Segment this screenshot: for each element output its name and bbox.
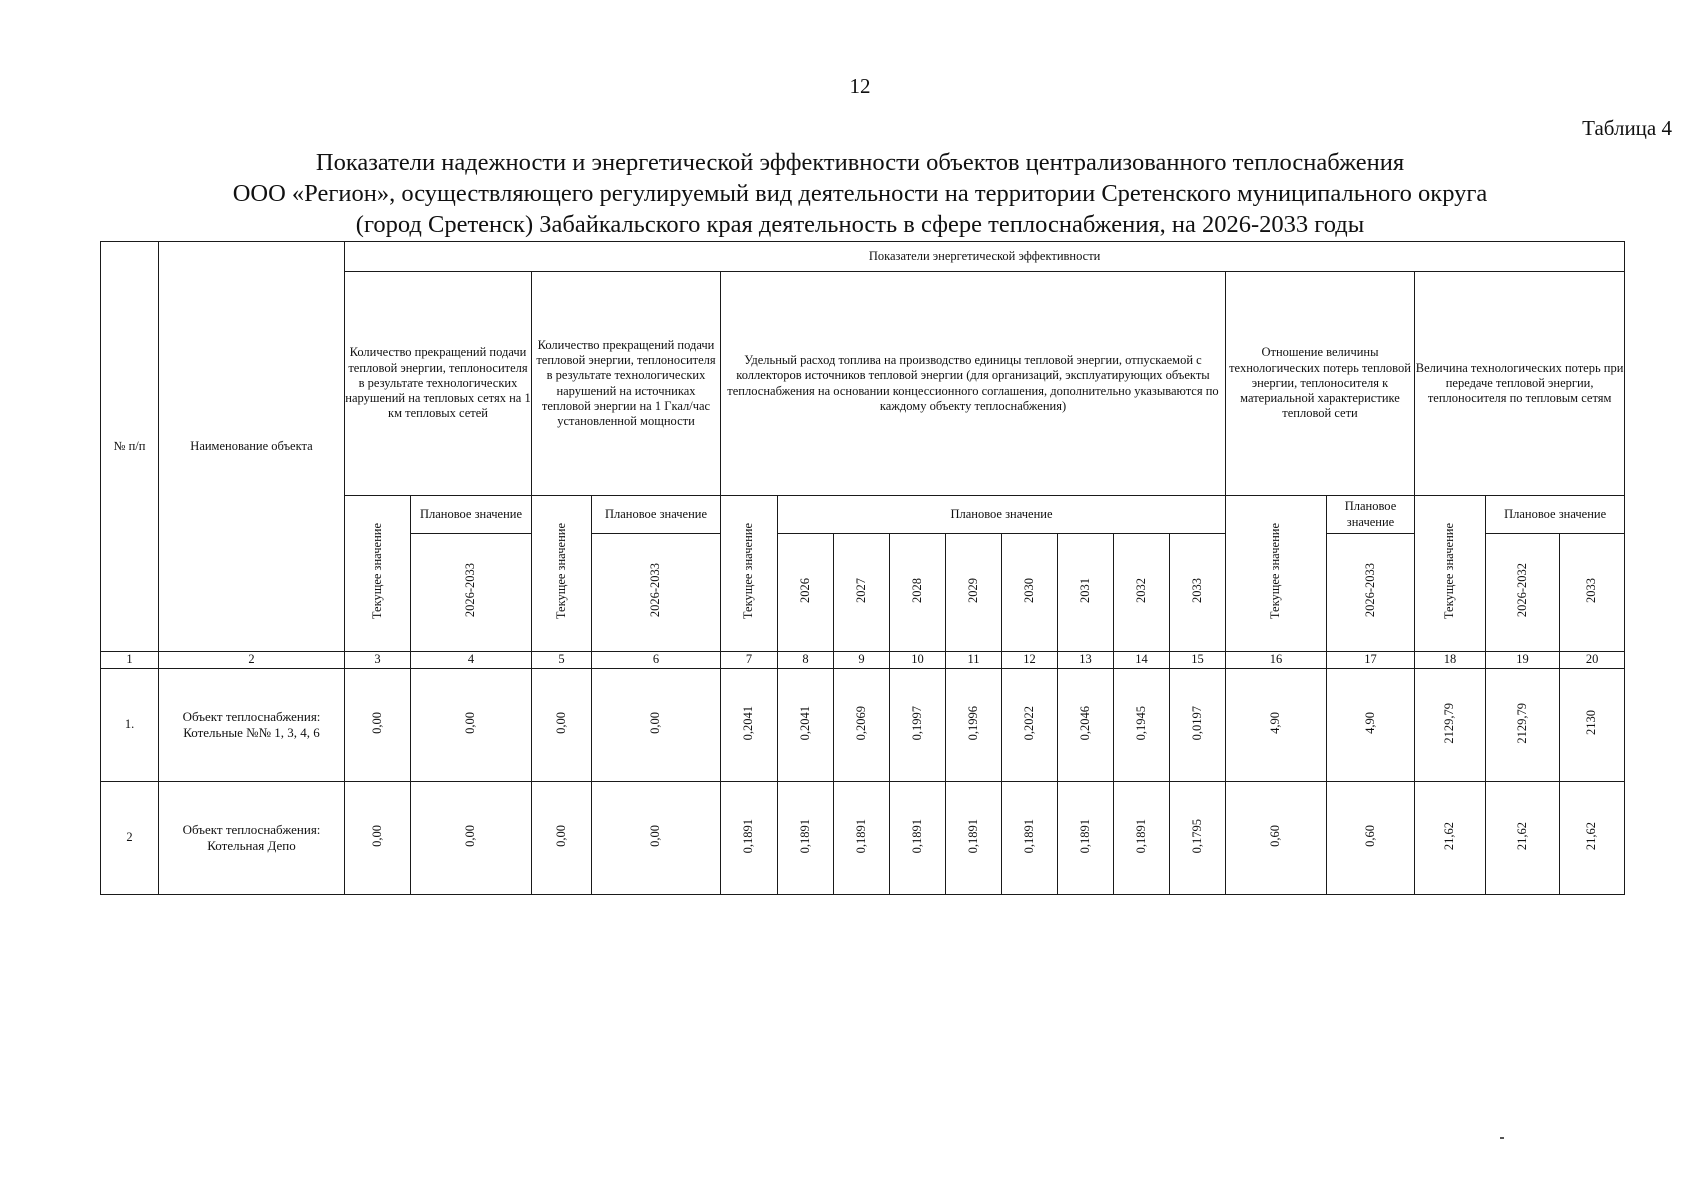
header-fuel-consumption: Удельный расход топлива на производство единицы тепловой энергии, отпускаемой с коллекторов источников тепловой энергии (для организаций, эксплуатирующих объекты теплоснабжения на основании концессионного соглашения, дополнительно указываются по каждому объекту теплоснабжения) — [721, 272, 1226, 496]
object-name: Объект теплоснабжения: Котельная Депо — [159, 782, 345, 895]
column-number: 14 — [1114, 652, 1170, 669]
header-year-20 — [1560, 534, 1625, 652]
value-cell — [345, 782, 411, 895]
header-num: № п/п — [101, 242, 159, 652]
column-number: 16 — [1226, 652, 1327, 669]
header-network-interruptions: Количество прекращений подачи тепловой энергии, теплоносителя в результате технологических нарушений на тепловых сетях на 1 км тепловых сетей — [345, 272, 532, 496]
column-number: 2 — [159, 652, 345, 669]
value-cell — [345, 669, 411, 782]
header-year — [1114, 534, 1170, 652]
column-number: 15 — [1170, 652, 1226, 669]
value: 0,00 — [553, 711, 568, 734]
value-cell — [1327, 782, 1415, 895]
value-cell — [1560, 782, 1625, 895]
column-number-row — [101, 652, 1625, 669]
column-number: 6 — [592, 652, 721, 669]
value-cell — [946, 669, 1002, 782]
value: 21,62 — [1442, 821, 1457, 850]
row-number: 2 — [101, 782, 159, 895]
value-cell — [1560, 669, 1625, 782]
value-cell — [1114, 782, 1170, 895]
value: 0,00 — [553, 824, 568, 847]
table-row — [101, 669, 1625, 782]
header-current-3 — [345, 496, 411, 652]
value-cell — [1327, 669, 1415, 782]
value: 0,2046 — [1077, 705, 1092, 741]
value: 0,1945 — [1133, 705, 1148, 741]
column-number: 1 — [101, 652, 159, 669]
year-label: 2029 — [965, 577, 980, 603]
period-label: 2026-2033 — [463, 563, 478, 618]
header-tech-losses: Величина технологических потерь при передаче тепловой энергии, теплоносителя по тепловым сетям — [1415, 272, 1625, 496]
value-cell — [1058, 782, 1114, 895]
value: 2129,79 — [1514, 702, 1529, 744]
column-number: 17 — [1327, 652, 1415, 669]
header-current-18 — [1415, 496, 1486, 652]
year-label: 2030 — [1021, 577, 1036, 603]
header-source-interruptions: Количество прекращений подачи тепловой энергии, теплоносителя в результате технологических нарушений на источниках тепловой энергии на 1 Гкал/час установленной мощности — [532, 272, 721, 496]
value: 21,62 — [1514, 821, 1529, 850]
value-cell — [1058, 669, 1114, 782]
value: 21,62 — [1584, 821, 1599, 850]
value-cell — [721, 669, 778, 782]
column-number: 18 — [1415, 652, 1486, 669]
value: 0,1996 — [965, 705, 980, 741]
year-label: 2033 — [1189, 577, 1204, 603]
value-cell — [592, 782, 721, 895]
value: 0,00 — [648, 711, 663, 734]
value: 0,1891 — [797, 818, 812, 854]
column-number: 5 — [532, 652, 592, 669]
value-cell — [1226, 669, 1327, 782]
column-number: 12 — [1002, 652, 1058, 669]
value-cell — [592, 669, 721, 782]
title-line: Показатели надежности и энергетической эффективности объектов централизованного теплоснабжения — [315, 149, 1405, 176]
header-current-label: Текущее значение — [1442, 523, 1457, 620]
header-energy-efficiency: Показатели энергетической эффективности — [345, 242, 1625, 272]
header-planned-17: Плановое значение — [1327, 496, 1415, 534]
column-number: 7 — [721, 652, 778, 669]
value-cell — [721, 782, 778, 895]
title-line: ООО «Регион», осуществляющего регулируемый вид деятельности на территории Сретенского муниципального округа — [232, 180, 1488, 207]
value: 0,1891 — [853, 818, 868, 854]
value-cell — [1415, 669, 1486, 782]
value-cell — [1002, 669, 1058, 782]
value-cell — [778, 782, 834, 895]
value: 0,00 — [369, 711, 384, 734]
column-number: 11 — [946, 652, 1002, 669]
value-cell — [411, 782, 532, 895]
header-year — [946, 534, 1002, 652]
row-number: 1. — [101, 669, 159, 782]
header-year — [890, 534, 946, 652]
header-loss-ratio: Отношение величины технологических потерь тепловой энергии, теплоносителя к материальной характеристике тепловой сети — [1226, 272, 1415, 496]
header-year — [1170, 534, 1226, 652]
header-period-19 — [1486, 534, 1560, 652]
value-cell — [532, 782, 592, 895]
column-number: 8 — [778, 652, 834, 669]
table-label: Таблица 4 — [1582, 116, 1672, 140]
value: 0,60 — [1268, 824, 1283, 847]
value: 0,0197 — [1189, 705, 1204, 741]
value: 0,1891 — [965, 818, 980, 854]
value: 0,1891 — [909, 818, 924, 854]
value-cell — [1170, 782, 1226, 895]
header-current-7 — [721, 496, 778, 652]
value-cell — [1170, 669, 1226, 782]
header-current-label: Текущее значение — [1268, 523, 1283, 620]
value: 0,2069 — [853, 705, 868, 741]
title-line: (город Сретенск) Забайкальского края деятельность в сфере теплоснабжения, на 2026-2033 годы — [355, 211, 1365, 238]
column-number: 19 — [1486, 652, 1560, 669]
year-label: 2027 — [853, 577, 868, 603]
header-planned-4: Плановое значение — [411, 496, 532, 534]
column-number: 13 — [1058, 652, 1114, 669]
year-label: 2033 — [1584, 577, 1599, 603]
value: 0,2041 — [741, 705, 756, 741]
header-current-label: Текущее значение — [741, 523, 756, 620]
column-number: 20 — [1560, 652, 1625, 669]
value-cell — [778, 669, 834, 782]
value-cell — [946, 782, 1002, 895]
value: 0,1891 — [1021, 818, 1036, 854]
scan-speck — [1500, 1137, 1504, 1139]
header-current-label: Текущее значение — [369, 523, 384, 620]
value: 0,1891 — [741, 818, 756, 854]
object-name: Объект теплоснабжения: Котельные №№ 1, 3, 4, 6 — [159, 669, 345, 782]
header-current-16 — [1226, 496, 1327, 652]
value: 2130 — [1584, 710, 1599, 736]
header-name: Наименование объекта — [159, 242, 345, 652]
column-number: 9 — [834, 652, 890, 669]
page-number: 12 — [849, 74, 871, 98]
value: 0,1997 — [909, 705, 924, 741]
year-label: 2028 — [909, 577, 924, 603]
value-cell — [532, 669, 592, 782]
value-cell — [1486, 782, 1560, 895]
header-year — [1002, 534, 1058, 652]
header-period-4 — [411, 534, 532, 652]
year-label: 2032 — [1133, 577, 1148, 603]
table-row — [101, 782, 1625, 895]
value-cell — [834, 669, 890, 782]
value-cell — [890, 669, 946, 782]
period-label: 2026-2033 — [1362, 563, 1377, 618]
column-number: 4 — [411, 652, 532, 669]
value: 0,60 — [1362, 824, 1377, 847]
header-year — [834, 534, 890, 652]
header-planned-8-15: Плановое значение — [778, 496, 1226, 534]
value: 4,90 — [1362, 711, 1377, 734]
value: 0,00 — [369, 824, 384, 847]
column-number: 3 — [345, 652, 411, 669]
header-planned-6: Плановое значение — [592, 496, 721, 534]
value: 0,2041 — [797, 705, 812, 741]
header-current-label: Текущее значение — [553, 523, 568, 620]
header-year — [1058, 534, 1114, 652]
year-label: 2031 — [1077, 577, 1092, 603]
value-cell — [890, 782, 946, 895]
value: 0,1891 — [1077, 818, 1092, 854]
header-planned-19-20: Плановое значение — [1486, 496, 1625, 534]
period-label: 2026-2033 — [648, 563, 663, 618]
value-cell — [411, 669, 532, 782]
header-current-5 — [532, 496, 592, 652]
header-period-17 — [1327, 534, 1415, 652]
value: 0,2022 — [1021, 705, 1036, 741]
document-title — [100, 147, 1620, 240]
value: 4,90 — [1268, 711, 1283, 734]
indicators-table — [100, 241, 1625, 895]
value: 0,00 — [463, 711, 478, 734]
column-number: 10 — [890, 652, 946, 669]
value-cell — [1415, 782, 1486, 895]
value-cell — [1114, 669, 1170, 782]
value-cell — [834, 782, 890, 895]
value: 2129,79 — [1442, 702, 1457, 744]
value: 0,1795 — [1189, 818, 1204, 854]
value: 0,1891 — [1133, 818, 1148, 854]
year-label: 2026 — [797, 577, 812, 603]
value: 0,00 — [648, 824, 663, 847]
header-year — [778, 534, 834, 652]
value-cell — [1486, 669, 1560, 782]
period-label: 2026-2032 — [1514, 563, 1529, 618]
value-cell — [1002, 782, 1058, 895]
header-period-6 — [592, 534, 721, 652]
value: 0,00 — [463, 824, 478, 847]
value-cell — [1226, 782, 1327, 895]
